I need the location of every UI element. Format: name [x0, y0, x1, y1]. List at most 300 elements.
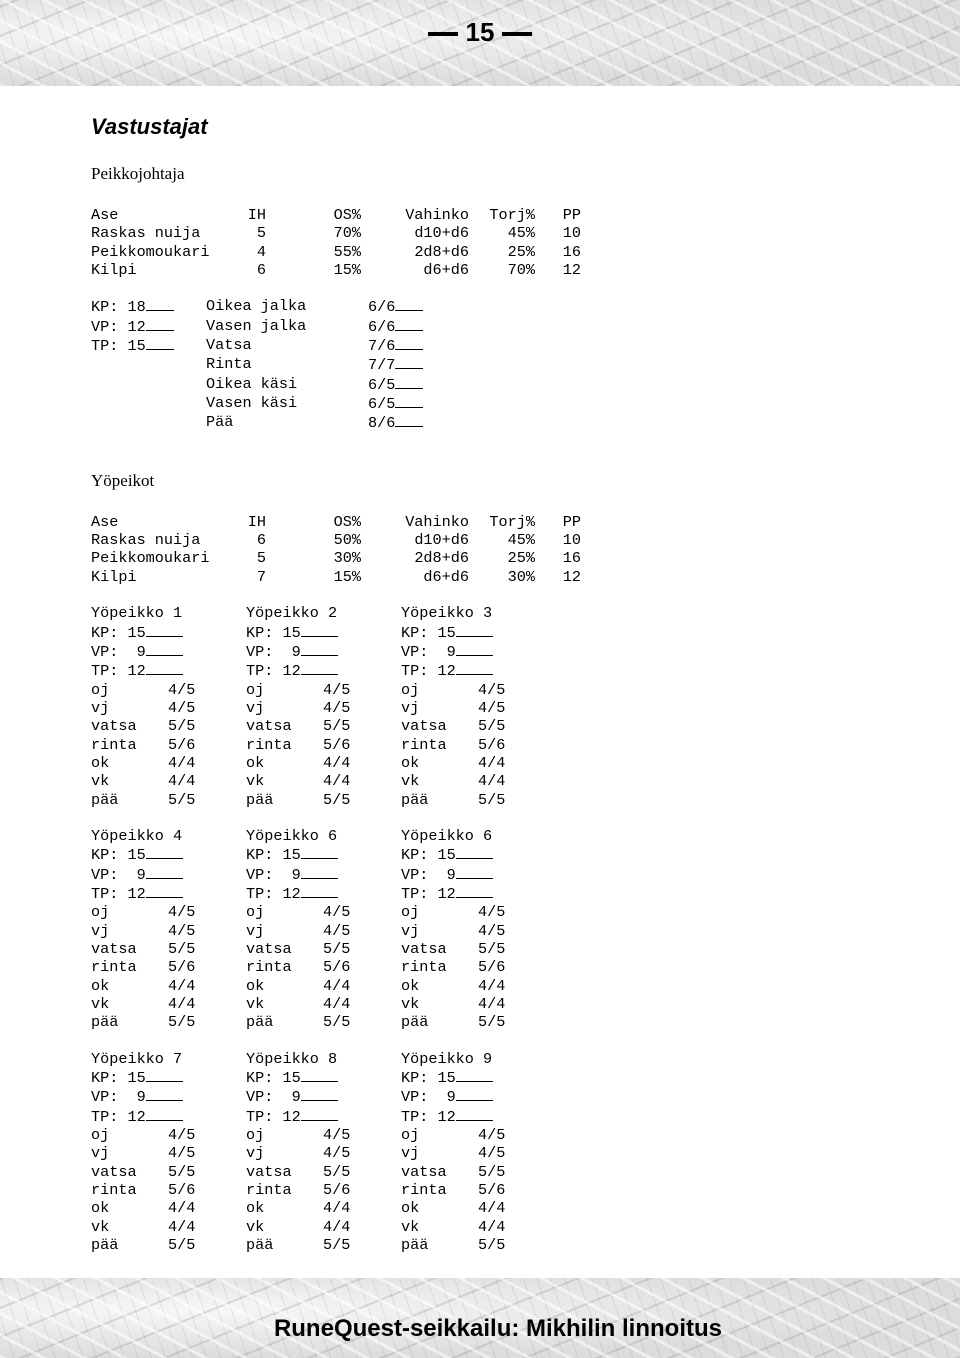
location-value: 7/6 — [368, 337, 396, 356]
location-name: rinta — [401, 1181, 447, 1200]
stat-value: 18 — [127, 298, 146, 317]
fill-in-blank — [301, 1068, 338, 1082]
location-name: vj — [401, 698, 420, 717]
stat-label: KP: — [246, 623, 274, 642]
location-value: 5/6 — [323, 958, 351, 977]
stat-value: 15 — [127, 337, 146, 356]
stat-label: TP: — [91, 1107, 119, 1126]
location-value: 4/4 — [478, 772, 506, 791]
location-name: vk — [246, 1217, 265, 1236]
peikkojohtaja-weapon-table — [91, 206, 581, 279]
weapon-damage: 2d8+d6 — [414, 549, 469, 568]
stat-label: VP: — [401, 865, 429, 884]
location-line — [91, 977, 246, 995]
location-line — [206, 317, 423, 336]
weapon-torj: 45% — [507, 224, 535, 243]
stat-line — [246, 884, 401, 903]
weapon-header-cell: IH — [247, 206, 266, 224]
stat-label: TP: — [401, 884, 429, 903]
stat-line — [246, 845, 401, 864]
fill-in-blank — [301, 884, 338, 898]
yopeikko-name: Yöpeikko 1 — [91, 604, 183, 623]
location-value-wrap — [368, 336, 423, 355]
location-value: 5/5 — [478, 940, 506, 958]
stat-line — [91, 1087, 246, 1106]
stat-line — [246, 1087, 401, 1106]
location-line — [91, 1199, 246, 1217]
location-name: pää — [246, 1013, 274, 1032]
location-value: 4/4 — [168, 772, 196, 791]
stat-value: 12 — [437, 662, 456, 681]
yopeikko-card — [401, 827, 556, 1032]
location-name: vj — [401, 1144, 420, 1163]
yopeikko-row — [91, 604, 920, 809]
stat-label: VP: — [246, 642, 274, 661]
weapon-header-cell: PP — [562, 512, 581, 531]
location-line — [91, 754, 246, 772]
location-name: pää — [91, 1236, 119, 1255]
location-value: 4/5 — [168, 903, 196, 922]
location-value: 4/5 — [478, 680, 506, 699]
location-value: 4/5 — [323, 1144, 351, 1163]
location-line — [246, 772, 401, 790]
weapon-ih: 6 — [256, 261, 266, 280]
location-value: 5/5 — [168, 1162, 196, 1181]
stat-label: KP: — [401, 846, 429, 865]
location-line — [401, 940, 556, 958]
weapon-row — [91, 224, 581, 242]
yopeikko-card — [401, 604, 556, 809]
location-value: 5/6 — [323, 1181, 351, 1200]
location-name: ok — [246, 753, 265, 772]
location-name: vk — [91, 772, 110, 791]
weapon-header-cell: PP — [562, 206, 581, 224]
location-value: 4/4 — [168, 1217, 196, 1236]
location-name: Rinta — [206, 355, 252, 374]
weapon-header-row — [91, 206, 581, 224]
location-value: 5/5 — [168, 717, 196, 736]
stat-value: 9 — [437, 1088, 456, 1107]
location-name: oj — [246, 680, 265, 699]
footer-title: RuneQuest-seikkailu: Mikhilin linnoitus — [273, 1315, 722, 1342]
stat-label: KP: — [91, 846, 119, 865]
peikkojohtaja-stat-column — [91, 297, 206, 432]
stat-label: KP: — [401, 623, 429, 642]
fill-in-blank — [456, 642, 493, 656]
location-line — [246, 940, 401, 958]
location-value: 4/5 — [168, 698, 196, 717]
stat-label: TP: — [246, 1107, 274, 1126]
yopeikko-name: Yöpeikko 7 — [91, 1049, 183, 1068]
location-value: 4/4 — [323, 753, 351, 772]
location-line — [91, 736, 246, 754]
location-name: vk — [401, 1217, 420, 1236]
stat-value: 9 — [282, 1088, 301, 1107]
location-value: 4/4 — [478, 1217, 506, 1236]
location-name: Oikea käsi — [206, 374, 298, 393]
location-value: 4/4 — [478, 976, 506, 995]
location-value: 5/5 — [323, 717, 351, 736]
location-name: rinta — [246, 958, 292, 977]
weapon-pp: 12 — [562, 567, 581, 586]
weapon-damage: d6+d6 — [423, 567, 469, 586]
location-line — [91, 1144, 246, 1162]
location-value: 4/5 — [168, 1126, 196, 1145]
location-line — [206, 355, 423, 374]
location-name: Pää — [206, 413, 234, 432]
location-line — [401, 681, 556, 699]
stat-label: KP: — [91, 298, 119, 317]
stat-label: VP: — [91, 1088, 119, 1107]
weapon-torj: 45% — [507, 531, 535, 550]
weapon-name: Kilpi — [91, 261, 137, 280]
stat-value: 9 — [127, 1088, 146, 1107]
location-line — [401, 977, 556, 995]
location-name: vk — [91, 1217, 110, 1236]
location-value: 5/6 — [168, 1181, 196, 1200]
location-value: 4/4 — [323, 995, 351, 1014]
weapon-torj: 25% — [507, 242, 535, 261]
location-name: oj — [91, 680, 110, 699]
location-name: ok — [401, 976, 420, 995]
stat-label: TP: — [401, 662, 429, 681]
location-line — [91, 717, 246, 735]
location-value: 4/5 — [168, 680, 196, 699]
location-value: 4/4 — [323, 976, 351, 995]
location-name: ok — [401, 1199, 420, 1218]
yopeikko-name: Yöpeikko 8 — [246, 1049, 338, 1068]
location-value: 6/5 — [368, 375, 396, 394]
stat-line — [401, 884, 556, 903]
location-value: 4/4 — [323, 1199, 351, 1218]
weapon-damage: d10+d6 — [414, 224, 469, 243]
fill-in-blank — [146, 297, 174, 311]
yopeikot-title: Yöpeikot — [91, 470, 155, 490]
location-value-wrap — [368, 355, 423, 374]
location-value: 4/4 — [323, 772, 351, 791]
weapon-pp: 16 — [562, 242, 581, 261]
location-value: 5/5 — [323, 940, 351, 958]
stat-label: VP: — [246, 1088, 274, 1107]
location-value: 5/6 — [478, 958, 506, 977]
location-name: rinta — [91, 735, 137, 754]
weapon-header-cell: Torj% — [489, 512, 535, 531]
weapon-os: 30% — [333, 549, 361, 568]
stat-line — [246, 865, 401, 884]
location-value: 4/5 — [323, 921, 351, 940]
location-line — [206, 375, 423, 394]
yopeikko-card — [91, 827, 246, 1032]
stat-label: KP: — [246, 846, 274, 865]
fill-in-blank — [456, 1107, 493, 1121]
weapon-os: 70% — [333, 224, 361, 243]
weapon-torj: 25% — [507, 549, 535, 568]
location-value: 5/5 — [323, 790, 351, 809]
stat-line — [246, 661, 401, 680]
stat-value: 12 — [282, 662, 301, 681]
stat-line — [246, 1107, 401, 1126]
yopeikko-card — [91, 1050, 246, 1255]
location-name: rinta — [91, 1181, 137, 1200]
fill-in-blank — [456, 865, 493, 879]
yopeikko-name: Yöpeikko 6 — [401, 826, 493, 845]
location-line — [401, 1163, 556, 1181]
location-value: 5/5 — [478, 1162, 506, 1181]
location-line — [91, 1181, 246, 1199]
stat-value: 12 — [437, 1107, 456, 1126]
location-name: pää — [401, 1013, 429, 1032]
fill-in-blank — [146, 845, 183, 859]
fill-in-blank — [146, 336, 174, 350]
weapon-ih: 4 — [256, 242, 266, 261]
stat-label: TP: — [246, 884, 274, 903]
stat-label: KP: — [246, 1069, 274, 1088]
weapon-pp: 10 — [562, 224, 581, 243]
stat-label: VP: — [91, 642, 119, 661]
weapon-header-cell: Vahinko — [405, 512, 469, 531]
fill-in-blank — [146, 865, 183, 879]
location-name: pää — [91, 1013, 119, 1032]
location-line — [246, 681, 401, 699]
location-name: rinta — [401, 958, 447, 977]
location-name: ok — [401, 753, 420, 772]
location-name: vk — [246, 995, 265, 1014]
fill-in-blank — [301, 623, 338, 637]
weapon-damage: d6+d6 — [423, 261, 469, 280]
fill-in-blank — [395, 394, 423, 408]
weapon-os: 55% — [333, 242, 361, 261]
location-value: 4/4 — [168, 753, 196, 772]
location-name: oj — [91, 903, 110, 922]
stat-value: 15 — [127, 623, 146, 642]
stat-line — [91, 623, 246, 642]
weapon-name: Raskas nuija — [91, 224, 201, 243]
location-value: 4/5 — [323, 903, 351, 922]
stat-value: 12 — [127, 884, 146, 903]
location-name: rinta — [246, 1181, 292, 1200]
fill-in-blank — [456, 661, 493, 675]
yopeikko-grid — [91, 604, 920, 1254]
stat-label: VP: — [401, 1088, 429, 1107]
stat-value: 9 — [282, 642, 301, 661]
location-line — [246, 903, 401, 921]
location-name: vatsa — [91, 1162, 137, 1181]
stat-line — [91, 865, 246, 884]
weapon-name: Peikkomoukari — [91, 242, 210, 261]
location-name: vatsa — [401, 940, 447, 958]
stat-line — [246, 1068, 401, 1087]
yopeikko-name: Yöpeikko 6 — [246, 826, 338, 845]
location-value: 8/6 — [368, 414, 396, 433]
location-line — [91, 1218, 246, 1236]
location-value: 5/5 — [323, 1236, 351, 1255]
location-line — [246, 1126, 401, 1144]
location-name: pää — [246, 1236, 274, 1255]
dash-right — [502, 32, 532, 36]
location-value: 5/5 — [323, 1013, 351, 1032]
location-value-wrap — [368, 375, 423, 394]
stat-label: TP: — [401, 1107, 429, 1126]
location-name: Vatsa — [206, 336, 252, 355]
fill-in-blank — [301, 1107, 338, 1121]
location-name: ok — [246, 976, 265, 995]
location-line — [91, 1163, 246, 1181]
location-name: vk — [246, 772, 265, 791]
stat-line — [401, 642, 556, 661]
stat-label: KP: — [91, 623, 119, 642]
fill-in-blank — [301, 865, 338, 879]
location-line — [246, 1013, 401, 1031]
weapon-header-cell: Torj% — [489, 206, 535, 224]
location-line — [401, 1199, 556, 1217]
location-value: 4/4 — [478, 995, 506, 1014]
location-value-wrap — [368, 317, 423, 336]
location-line — [246, 1181, 401, 1199]
stat-line — [246, 642, 401, 661]
location-value: 6/6 — [368, 298, 396, 317]
weapon-pp: 10 — [562, 531, 581, 550]
location-line — [206, 413, 423, 432]
location-value: 5/5 — [478, 1236, 506, 1255]
location-name: pää — [401, 1236, 429, 1255]
location-value-wrap — [368, 297, 423, 316]
location-line — [246, 699, 401, 717]
stat-label: KP: — [401, 1069, 429, 1088]
fill-in-blank — [146, 642, 183, 656]
location-line — [91, 1013, 246, 1031]
stat-value: 12 — [282, 1107, 301, 1126]
stat-line — [91, 642, 246, 661]
location-name: vj — [91, 1144, 110, 1163]
location-name: vatsa — [401, 717, 447, 736]
location-name: ok — [91, 976, 110, 995]
weapon-torj: 30% — [507, 567, 535, 586]
location-value: 4/5 — [323, 1126, 351, 1145]
stat-value: 15 — [437, 1069, 456, 1088]
fill-in-blank — [146, 317, 174, 331]
fill-in-blank — [395, 336, 423, 350]
location-value: 4/5 — [168, 1144, 196, 1163]
fill-in-blank — [456, 1068, 493, 1082]
location-name: vk — [401, 995, 420, 1014]
stat-value: 15 — [282, 623, 301, 642]
weapon-os: 50% — [333, 531, 361, 550]
stat-value: 15 — [127, 846, 146, 865]
stat-line — [91, 1107, 246, 1126]
location-name: pää — [91, 790, 119, 809]
location-value: 4/4 — [478, 1199, 506, 1218]
location-name: rinta — [91, 958, 137, 977]
location-value: 4/4 — [168, 976, 196, 995]
location-line — [91, 791, 246, 809]
stat-line — [401, 1068, 556, 1087]
stat-value: 15 — [437, 623, 456, 642]
location-name: oj — [246, 1126, 265, 1145]
location-value-wrap — [368, 394, 423, 413]
location-line — [401, 1144, 556, 1162]
location-name: vk — [401, 772, 420, 791]
weapon-row — [91, 531, 581, 549]
stat-label: TP: — [91, 662, 119, 681]
location-line — [246, 1199, 401, 1217]
weapon-os: 15% — [333, 261, 361, 280]
location-name: rinta — [246, 735, 292, 754]
location-line — [91, 995, 246, 1013]
location-name: ok — [91, 753, 110, 772]
location-name: vatsa — [401, 1162, 447, 1181]
location-name: Vasen jalka — [206, 316, 307, 335]
stat-value: 12 — [127, 1107, 146, 1126]
location-line — [401, 791, 556, 809]
weapon-name: Peikkomoukari — [91, 549, 210, 568]
location-value: 4/5 — [478, 921, 506, 940]
stat-value: 15 — [282, 1069, 301, 1088]
weapon-os: 15% — [333, 567, 361, 586]
location-name: oj — [246, 903, 265, 922]
location-line — [401, 699, 556, 717]
location-line — [91, 940, 246, 958]
location-value: 4/5 — [478, 1144, 506, 1163]
fill-in-blank — [146, 1087, 183, 1101]
location-value: 5/5 — [478, 790, 506, 809]
stat-line — [246, 623, 401, 642]
location-value: 4/5 — [323, 698, 351, 717]
location-line — [246, 754, 401, 772]
location-name: vatsa — [91, 717, 137, 736]
location-value: 5/5 — [478, 717, 506, 736]
fill-in-blank — [456, 1087, 493, 1101]
fill-in-blank — [146, 1107, 183, 1121]
location-name: pää — [401, 790, 429, 809]
yopeikko-row — [91, 1050, 920, 1255]
weapon-header-cell: Ase — [91, 512, 119, 531]
stat-line — [401, 623, 556, 642]
location-value: 7/7 — [368, 356, 396, 375]
location-line — [246, 791, 401, 809]
fill-in-blank — [146, 1068, 183, 1082]
peikkojohtaja-title: Peikkojohtaja — [91, 164, 185, 183]
stat-value: 12 — [127, 662, 146, 681]
fill-in-blank — [395, 355, 423, 369]
weapon-row — [91, 261, 581, 279]
location-line — [246, 977, 401, 995]
location-value: 5/6 — [323, 735, 351, 754]
location-name: Oikea jalka — [206, 297, 307, 316]
location-line — [246, 1236, 401, 1254]
stat-label: VP: — [246, 865, 274, 884]
location-line — [91, 922, 246, 940]
location-line — [246, 958, 401, 976]
stat-line — [91, 317, 206, 336]
yopeikko-name: Yöpeikko 3 — [401, 604, 493, 623]
weapon-ih: 5 — [256, 224, 266, 243]
weapon-header-cell: OS% — [333, 206, 361, 224]
location-line — [91, 1236, 246, 1254]
fill-in-blank — [301, 661, 338, 675]
location-name: oj — [401, 680, 420, 699]
fill-in-blank — [146, 884, 183, 898]
weapon-name: Kilpi — [91, 567, 137, 586]
weapon-header-cell: OS% — [333, 512, 361, 531]
location-line — [91, 699, 246, 717]
stat-value: 15 — [282, 846, 301, 865]
stat-line — [91, 884, 246, 903]
stat-value: 9 — [437, 642, 456, 661]
weapon-name: Raskas nuija — [91, 531, 201, 550]
location-name: oj — [401, 903, 420, 922]
peikkojohtaja-location-column — [206, 297, 423, 432]
stat-line — [401, 865, 556, 884]
